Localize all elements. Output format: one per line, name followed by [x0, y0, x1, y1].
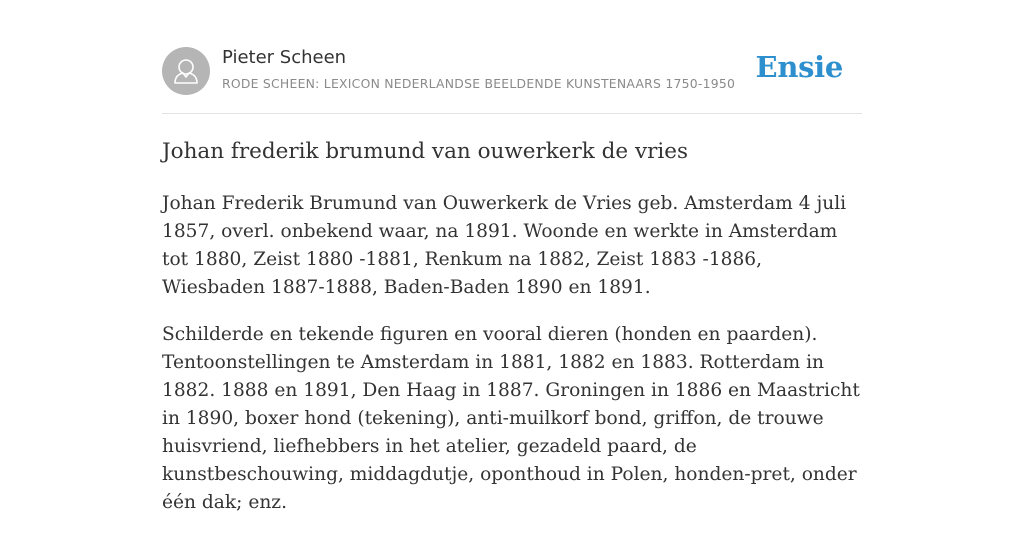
- user-icon: [162, 47, 210, 95]
- ensie-logo[interactable]: Ensie: [755, 50, 843, 84]
- author-avatar[interactable]: [162, 47, 210, 95]
- article-title: Johan frederik brumund van ouwerkerk de vries: [162, 139, 689, 164]
- author-name[interactable]: Pieter Scheen: [222, 47, 347, 68]
- article-body: [162, 190, 862, 536]
- source-label[interactable]: RODE SCHEEN: LEXICON NEDERLANDSE BEELDENDE KUNSTENAARS 1750-1950: [222, 76, 736, 91]
- article-card: [162, 46, 862, 513]
- article-header: [162, 46, 862, 114]
- article-paragraph: Johan Frederik Brumund van Ouwerkerk de Vries geb. Amsterdam 4 juli 1857, overl. onbekend waar, na 1891. Woonde en werkte in Amsterdam tot 1880, Zeist 1880 -1881, Renkum na 1882, Zeist 1883 -1886, Wiesbaden 1887-1888, Baden-Baden 1890 en 1891.: [162, 193, 847, 298]
- article-paragraph: Schilderde en tekende figuren en vooral dieren (honden en paarden). Tentoonstellingen te Amsterdam in 1881, 1882 en 1883. Rotterdam in 1882. 1888 en 1891, Den Haag in 1887. Groningen in 1886 en Maastricht in 1890, boxer hond (tekening), anti-muilkorf bond, griffon, de trouwe huisvriend, liefhebbers in het atelier, gezadeld paard, de kunstbeschouwing, middagdutje, oponthoud in Polen, honden-pret, onder één dak; enz.: [162, 324, 860, 513]
